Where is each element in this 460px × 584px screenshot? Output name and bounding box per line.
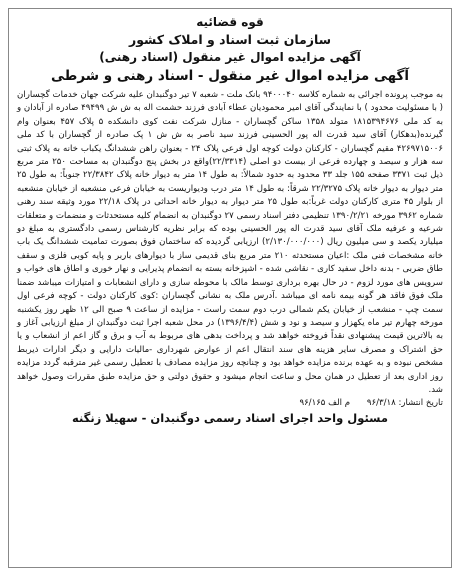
organization-title: سازمان ثبت اسناد و املاک کشور [129, 32, 331, 47]
notice-header [9, 9, 451, 84]
notice-body: به موجب پرونده اجرائی به شماره کلاسه ۹۴۰۰۰۴۰ بانک ملت - شعبه ۷ تیر دوگنبدان علیه شرکت جهان خدمات گچساران ( با مسئولیت محدود ) با نمایندگی آقای امیر محمودیان عطاء آبادی فرزند حشمت اله به ش ش ۴۹۴۹۹ صادره از آبادان و به کد ملی ۱۸۱۵۳۹۴۶۷۶ متولد ۱۳۵۸ ساکن گچساران - منازل شرکت نفت کوی دانشکده ۵ پلاک ۴۵۷ بعنوان وام گیرنده(بدهکار) آقای سید قدرت اله پور الحسینی فرزند سید ناصر به ش ش ۱ پک صادره از گچساران با کد ملی ۴۲۶۹۷۱۵۰۰۶ مقیم گچساران - کارکنان دولت کوچه اول فرعی پلاک ۲۴ - بعنوان راهن ششدانگ یکباب خانه به پلاک ثبتی سه هزار و سیصد و چهارده فرعی از بیست دو اصلی (۲۲/۳۳۱۴)واقع در بخش پنج دوگنبدان به مساحت ۲۵۰ متر مربع ذیل ثبت ۳۳۷۱ صفحه ۱۵۵ جلد ۳۳ محدود به حدود شمالاً: به طول ۱۴ متر به دیوار خانه پلاک ۲۲/۳۸۴۲ جنوباً: به طول ۲۵ متر دیوار به دیوار خانه پلاک ۲۲/۳۲۷۵ شرقاً: به طول ۱۴ متر درب ودیواریست به خیابان فرعی منشعبه از خیابان منشعبه از بلوار ۴۵ متری کارکنان دولت غرباً:به طول ۲۵ متر دیوار به دیوار خانه احداثی در پلاک ۲۲/۱۸ مورد وثیقه سند رهنی شماره ۳۹۶۲ مورخه ۱۳۹۰/۲/۲۱ تنظیمی دفتر اسناد رسمی ۲۷ دوگنبدان به انضمام کلیه مستحدثات و منضمات و متعلقات شرعیه و عرفیه ملک آقای سید قدرت اله پور الحسینی بوده که برابر نظریه کارشناس رسمی دادگستری به مبلغ دو میلیارد یکصد و سی میلیون ریال (۲/۱۳۰/۰۰۰/۰۰۰) ارزیابی گردیده که ساختمان فوق بصورت تمامیت ششدانگ یک باب خانه مشخصات فنی ملک :اعیان مستحدثه ۲۱۰ متر مربع بنای قدیمی ساز با دیوارهای باربر و پایه کوبی فلزی و سقف طاق ضربی - بدنه داخل سفید کاری - نقاشی شده - اشپزخانه بسته به انضمام پذیرایی و نهار خوری و اطاق های خواب و سرویس های مورد لزوم - در حال بهره برداری توسط مالک با محوطه سازی و دارای انشعابات و امتیازات میباشد ضمنا ملک فوق فاقد هر گونه بیمه نامه ای میباشد .آدرس ملک به نشانی گچساران :کوی کارکنان دولت - کوچه فرعی اول سمت چپ - منشعب از خیابان یکم شمالی درب دوم سمت راست - مزایده از ساعت ۹ صبح الی ۱۲ ظهر روز یکشنبه مورخه چهارم تیر ماه یکهزار و سیصد و نود و شش (۱۳۹۶/۴/۴) در محل شعبه اجرا ثبت دوگنبدان از مبلغ ارزیابی آغاز و به بالاترین قیمت پیشنهادی نقداً فروخته خواهد شد و پرداخت بدهی های مربوط به آب و برق و گاز اعم از انشعاب و یا حق اشتراک و مصرف سایر هزینه های سند انتقال اعم از عوارض شهرداری -مالیات دارایی و دیگر ادارات ذیربط مشخص نبوده و به عهده برنده مزایده خواهد بود و چنانچه روز مزایده مصادف با تعطیل رسمی غیر مترقبه گردد مزایده روز اداری بعد از تعطیل در همان محل و ساعت انجام میشود و حقوق دولتی و حق مزایده طبق مقررات وصول خواهد شد. [17, 90, 444, 395]
notice-title: آگهی مزایده اموال غیر منقول - اسناد رهنی و شرطی [50, 68, 409, 84]
publication-info [9, 398, 451, 408]
reference-code: م الف ۹۶/۱۶۵ [299, 398, 351, 409]
judiciary-title: قوه قضائیه [196, 15, 264, 29]
ad-notice [8, 8, 452, 568]
notice-subtitle: آگهی مزایده اموال غیر منقول (اسناد رهنی) [99, 50, 361, 64]
publish-date: تاریخ انتشار: ۹۶/۳/۱۸ [366, 398, 443, 409]
signature-line: مسئول واحد اجرای اسناد رسمی دوگنبدان - سهیلا زنگنه [72, 411, 388, 426]
